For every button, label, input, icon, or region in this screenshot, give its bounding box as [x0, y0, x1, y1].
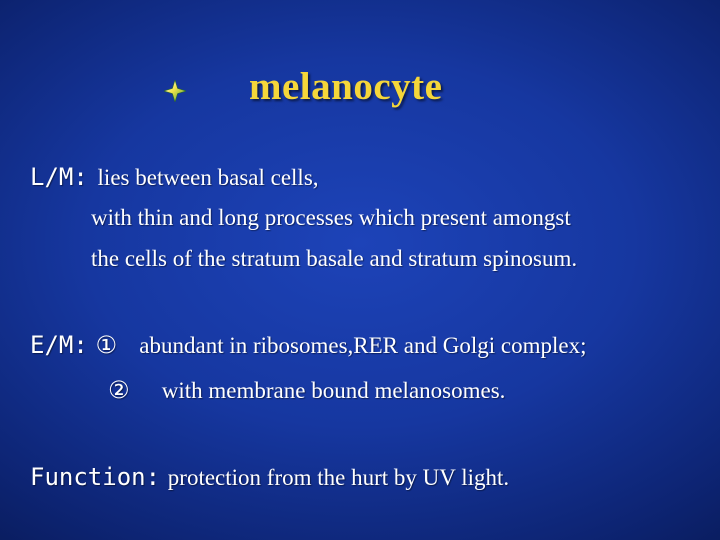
- em-line-2: [108, 375, 505, 406]
- em-item-2-number: ②: [108, 376, 130, 404]
- lm-label: L/M:: [30, 163, 88, 191]
- lm-text-3: the cells of the stratum basale and stratum spinosum.: [91, 246, 578, 271]
- slide-title: melanocyte: [249, 65, 443, 108]
- four-point-star-icon: [164, 80, 186, 102]
- lm-line-1: [30, 162, 319, 193]
- lm-text-2: with thin and long processes which present amongst: [91, 205, 571, 230]
- em-item-1-number: ①: [95, 331, 118, 359]
- lm-text-1: lies between basal cells,: [97, 165, 319, 190]
- title-row: [0, 62, 720, 112]
- em-line-1: [30, 330, 586, 361]
- em-item-1-text: abundant in ribosomes,RER and Golgi complex;: [139, 333, 587, 358]
- em-label: E/M:: [30, 331, 88, 359]
- em-item-2-text: with membrane bound melanosomes.: [161, 378, 506, 403]
- function-label: Function:: [30, 463, 161, 491]
- function-text: protection from the hurt by UV light.: [167, 465, 510, 490]
- function-line: [30, 462, 509, 493]
